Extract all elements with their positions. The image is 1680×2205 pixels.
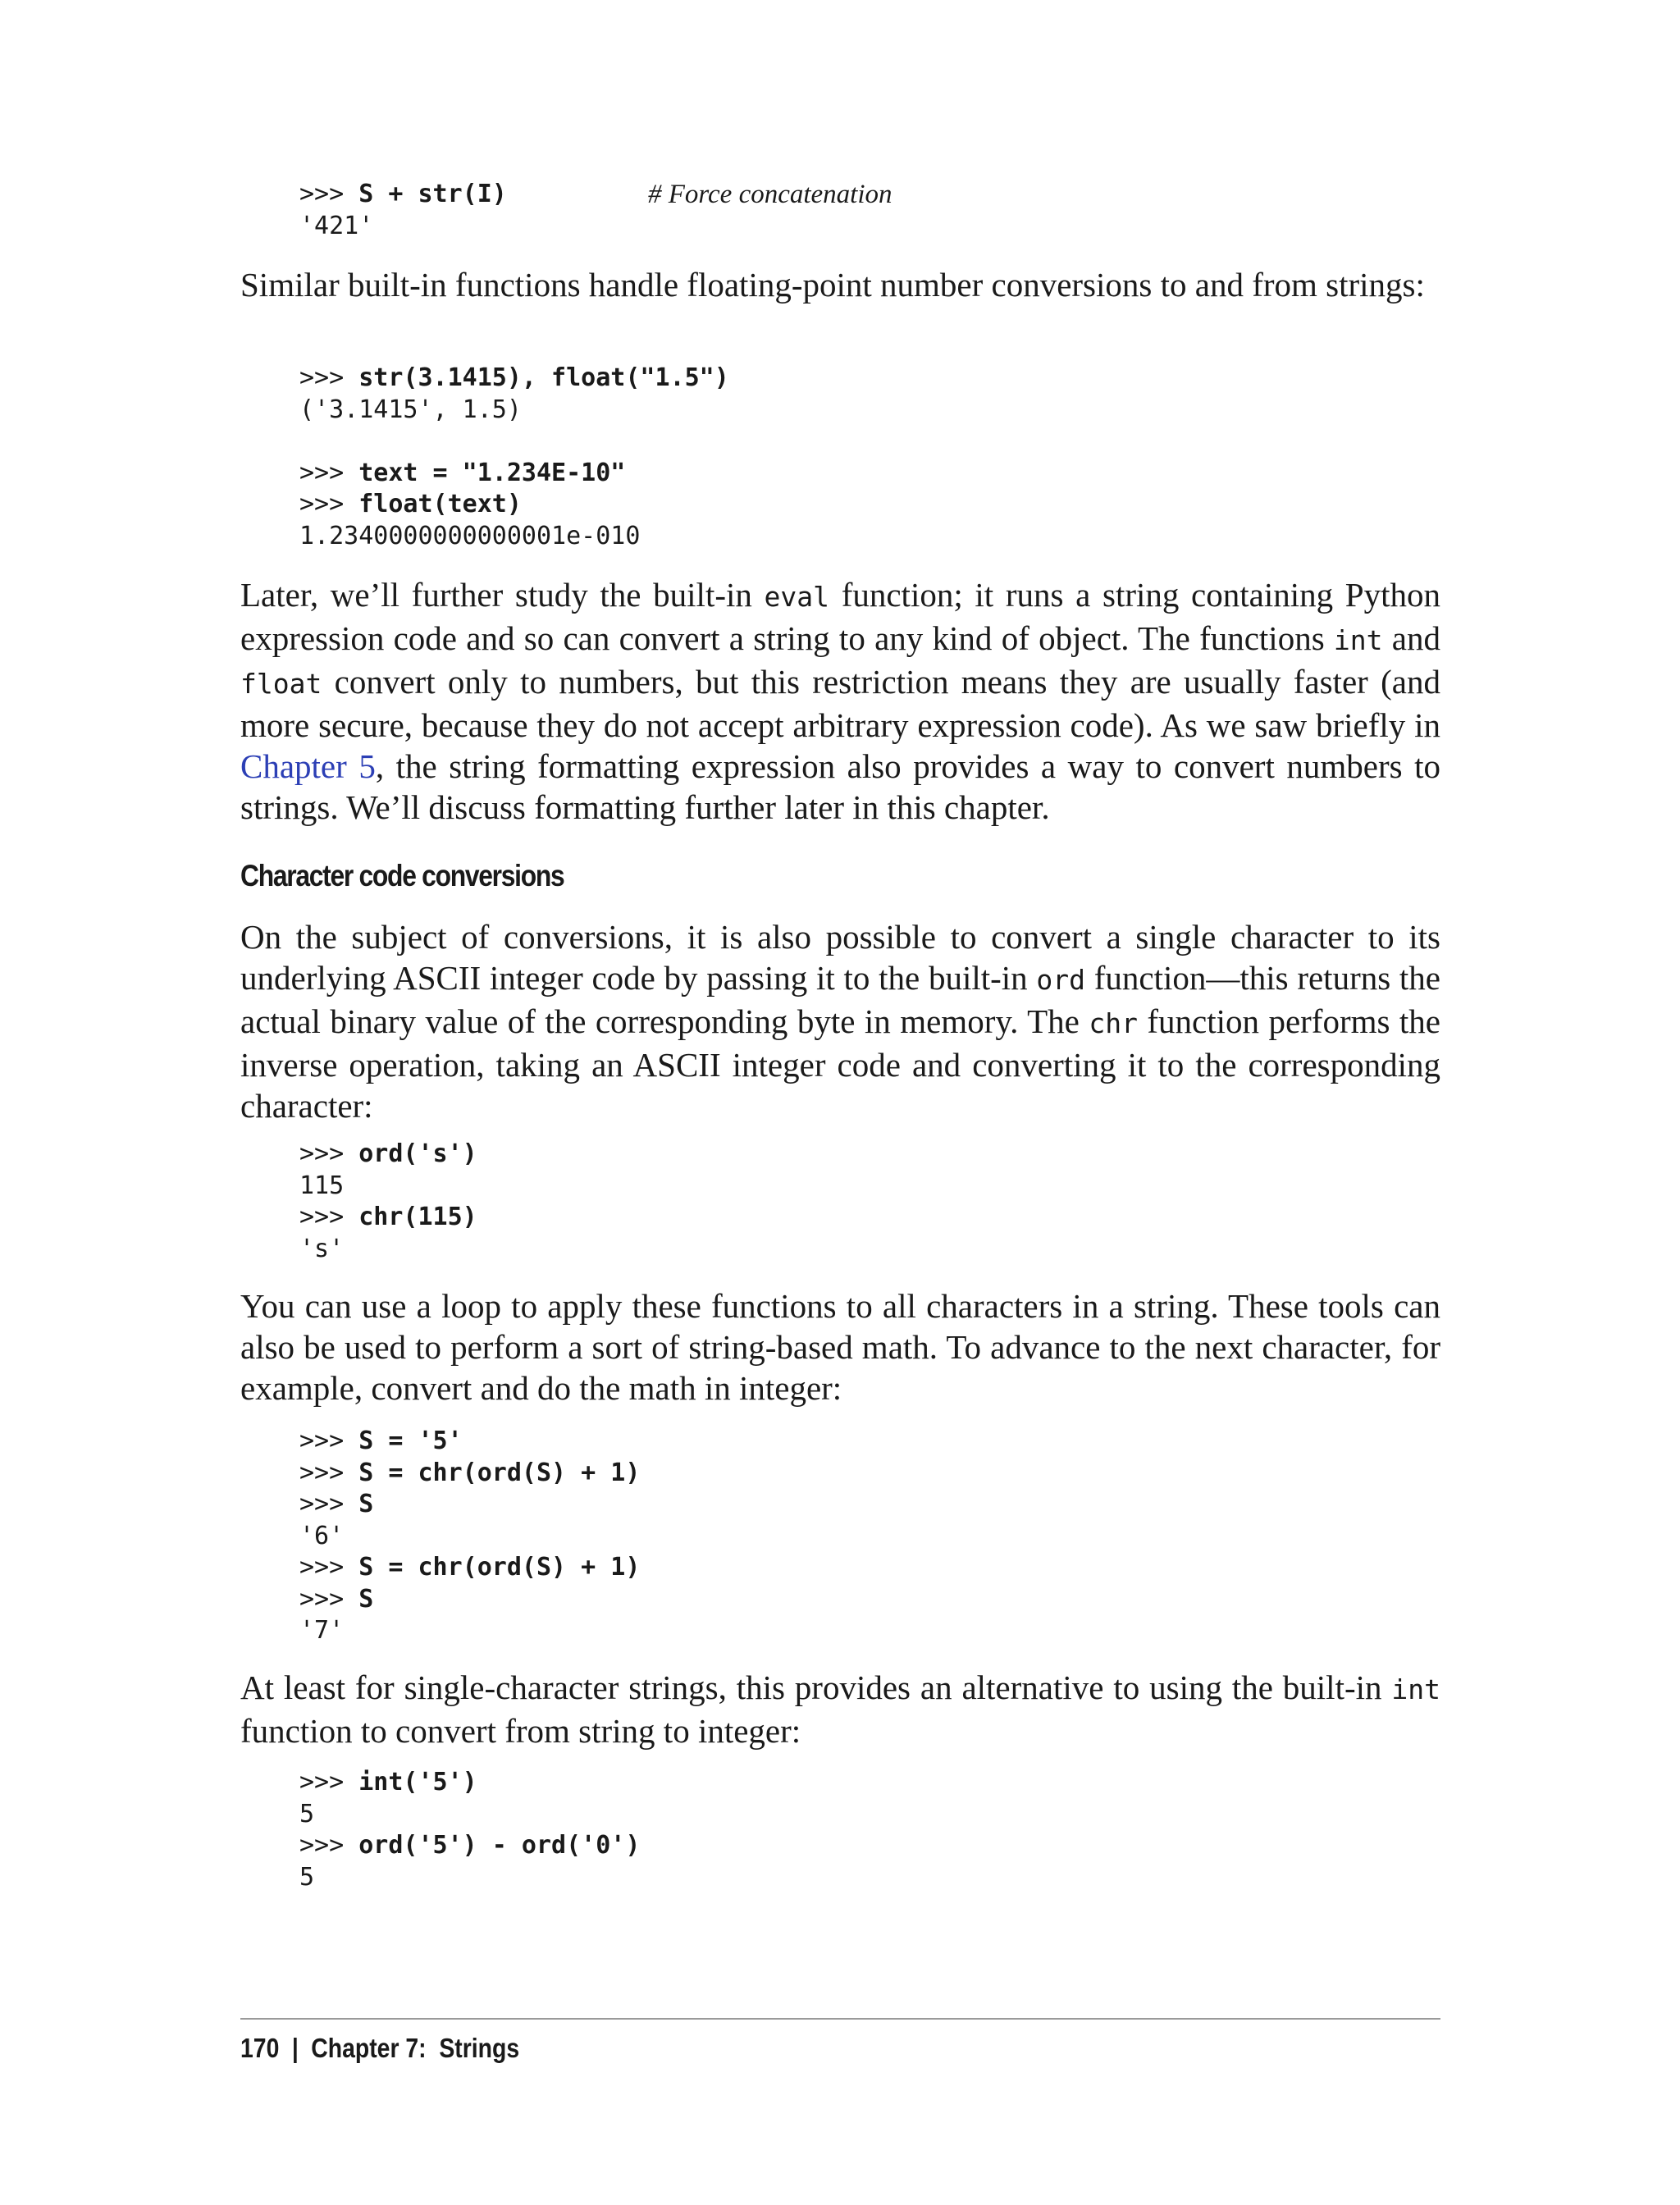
code-output-line [299, 1799, 640, 1831]
code-prompt: >>> [299, 1584, 359, 1614]
code-prompt: >>> [299, 1458, 359, 1487]
code-block-concatenation [299, 179, 892, 242]
code-input: text = "1.234E-10" [358, 458, 626, 487]
code-input: S [358, 1584, 374, 1614]
inline-code-ord: ord [1036, 964, 1085, 996]
inline-code-eval: eval [764, 581, 830, 613]
code-input: float(text) [358, 490, 522, 518]
paragraph-ord-chr [240, 916, 1440, 1126]
code-prompt: >>> [299, 1768, 359, 1796]
code-output-line [299, 1234, 477, 1266]
code-output: '421' [299, 211, 374, 240]
paragraph-text: You can use a loop to apply these functions to all characters in a string. These tools can also be used to perform a sort of string-based math. To advance to the next character, for example, convert and do the math in integer: [240, 1287, 1440, 1407]
code-blank-line [299, 426, 729, 458]
footer-separator: | [291, 2033, 299, 2063]
code-comment: # Force concatenation [648, 180, 892, 209]
chapter-5-link[interactable]: Chapter 5 [240, 747, 376, 785]
code-output: 115 [299, 1171, 345, 1200]
inline-code-int: int [1333, 624, 1383, 656]
paragraph-text-segment: and [1382, 619, 1440, 657]
section-heading: Character code conversions [240, 859, 564, 892]
code-input-line [299, 1458, 640, 1490]
code-block-string-math [299, 1426, 640, 1647]
code-output: 1.2340000000000001e-010 [299, 521, 641, 550]
code-output-line [299, 211, 507, 243]
paragraph-text: Similar built-in functions handle floating-point number conversions to and from strings: [240, 266, 1425, 304]
code-block-int-vs-ord [299, 1767, 640, 1893]
code-input-line [299, 1139, 477, 1171]
code-input: S + str(I) [358, 180, 507, 208]
code-input-line [299, 1584, 640, 1616]
code-output: 's' [299, 1234, 345, 1263]
code-output-line [299, 1615, 640, 1647]
code-input-line [299, 1426, 640, 1458]
footer-divider [240, 2018, 1440, 2020]
code-prompt: >>> [299, 1490, 359, 1518]
code-input: S = '5' [358, 1427, 463, 1455]
code-output-line [299, 1862, 640, 1894]
inline-code-int: int [1391, 1673, 1440, 1705]
paragraph-text-segment: On the subject of conversions, it is also possible to convert a single character to its underlying ASCII integer code by passing it to the built-in [240, 918, 1440, 997]
code-output: 5 [299, 1799, 315, 1828]
code-input: chr(115) [358, 1203, 477, 1231]
inline-code-chr: chr [1089, 1007, 1138, 1039]
code-input-line [299, 1552, 640, 1584]
page-number: 170 [240, 2033, 280, 2063]
paragraph-text-segment: function performs the inverse operation, taking an ASCII integer code and converting it to the corresponding character: [240, 1002, 1440, 1125]
code-input-line [299, 179, 892, 211]
code-input: ord('s') [358, 1139, 477, 1168]
paragraph-text-segment: , the string formatting expression also provides a way to convert numbers to strings. We’ll discuss formatting further later in this chapter. [240, 747, 1440, 826]
code-input: str(3.1415), float("1.5") [358, 363, 729, 392]
code-input-line [299, 1202, 477, 1234]
paragraph-text-segment: function to convert from string to integer: [240, 1712, 801, 1750]
code-prompt: >>> [299, 1553, 359, 1582]
code-input-line [299, 1830, 640, 1862]
code-prompt: >>> [299, 458, 359, 487]
paragraph-float-conversions [240, 264, 1440, 305]
running-title: Chapter 7: Strings [311, 2033, 520, 2063]
paragraph-loop-math [240, 1285, 1440, 1408]
code-input-line [299, 489, 729, 521]
paragraph-text-segment: convert only to numbers, but this restriction means they are usually faster (and more secure, because they do not accept arbitrary expression code). As we saw briefly in [240, 663, 1440, 744]
code-output: ('3.1415', 1.5) [299, 395, 522, 424]
code-output-line [299, 395, 729, 427]
code-input-line [299, 1767, 640, 1799]
inline-code-float: float [240, 668, 322, 700]
paragraph-int-alternative [240, 1667, 1440, 1751]
paragraph-text-segment: function—this returns the actual binary value of the corresponding byte in memory. The [240, 959, 1440, 1040]
code-output-line [299, 1521, 640, 1553]
page-footer [240, 2028, 519, 2069]
code-output-line [299, 1171, 477, 1203]
code-output: 5 [299, 1862, 315, 1892]
code-prompt: >>> [299, 490, 359, 518]
code-input: S = chr(ord(S) + 1) [358, 1553, 641, 1582]
code-block-ord-chr [299, 1139, 477, 1265]
code-prompt: >>> [299, 1831, 359, 1860]
code-input-line [299, 458, 729, 490]
code-input: S [358, 1490, 374, 1518]
code-prompt: >>> [299, 1139, 359, 1168]
code-input: S = chr(ord(S) + 1) [358, 1458, 641, 1487]
code-input: ord('5') - ord('0') [358, 1831, 641, 1860]
code-prompt: >>> [299, 363, 359, 392]
code-input-line [299, 1489, 640, 1521]
code-prompt: >>> [299, 1427, 359, 1455]
paragraph-text-segment: function; it runs a string containing Python expression code and so can convert a string to any kind of object. The functions [240, 576, 1440, 657]
paragraph-eval-function [240, 574, 1440, 828]
paragraph-text-segment: At least for single-character strings, this provides an alternative to using the built-in [240, 1669, 1392, 1706]
code-output: '7' [299, 1616, 345, 1645]
code-input-line [299, 363, 729, 395]
paragraph-text-segment: Later, we’ll further study the built-in [240, 576, 765, 614]
code-block-float-conversion [299, 363, 729, 552]
code-prompt: >>> [299, 1203, 359, 1231]
code-input: int('5') [358, 1768, 477, 1796]
code-output: '6' [299, 1521, 345, 1550]
code-output-line [299, 521, 729, 553]
code-prompt: >>> [299, 180, 359, 208]
